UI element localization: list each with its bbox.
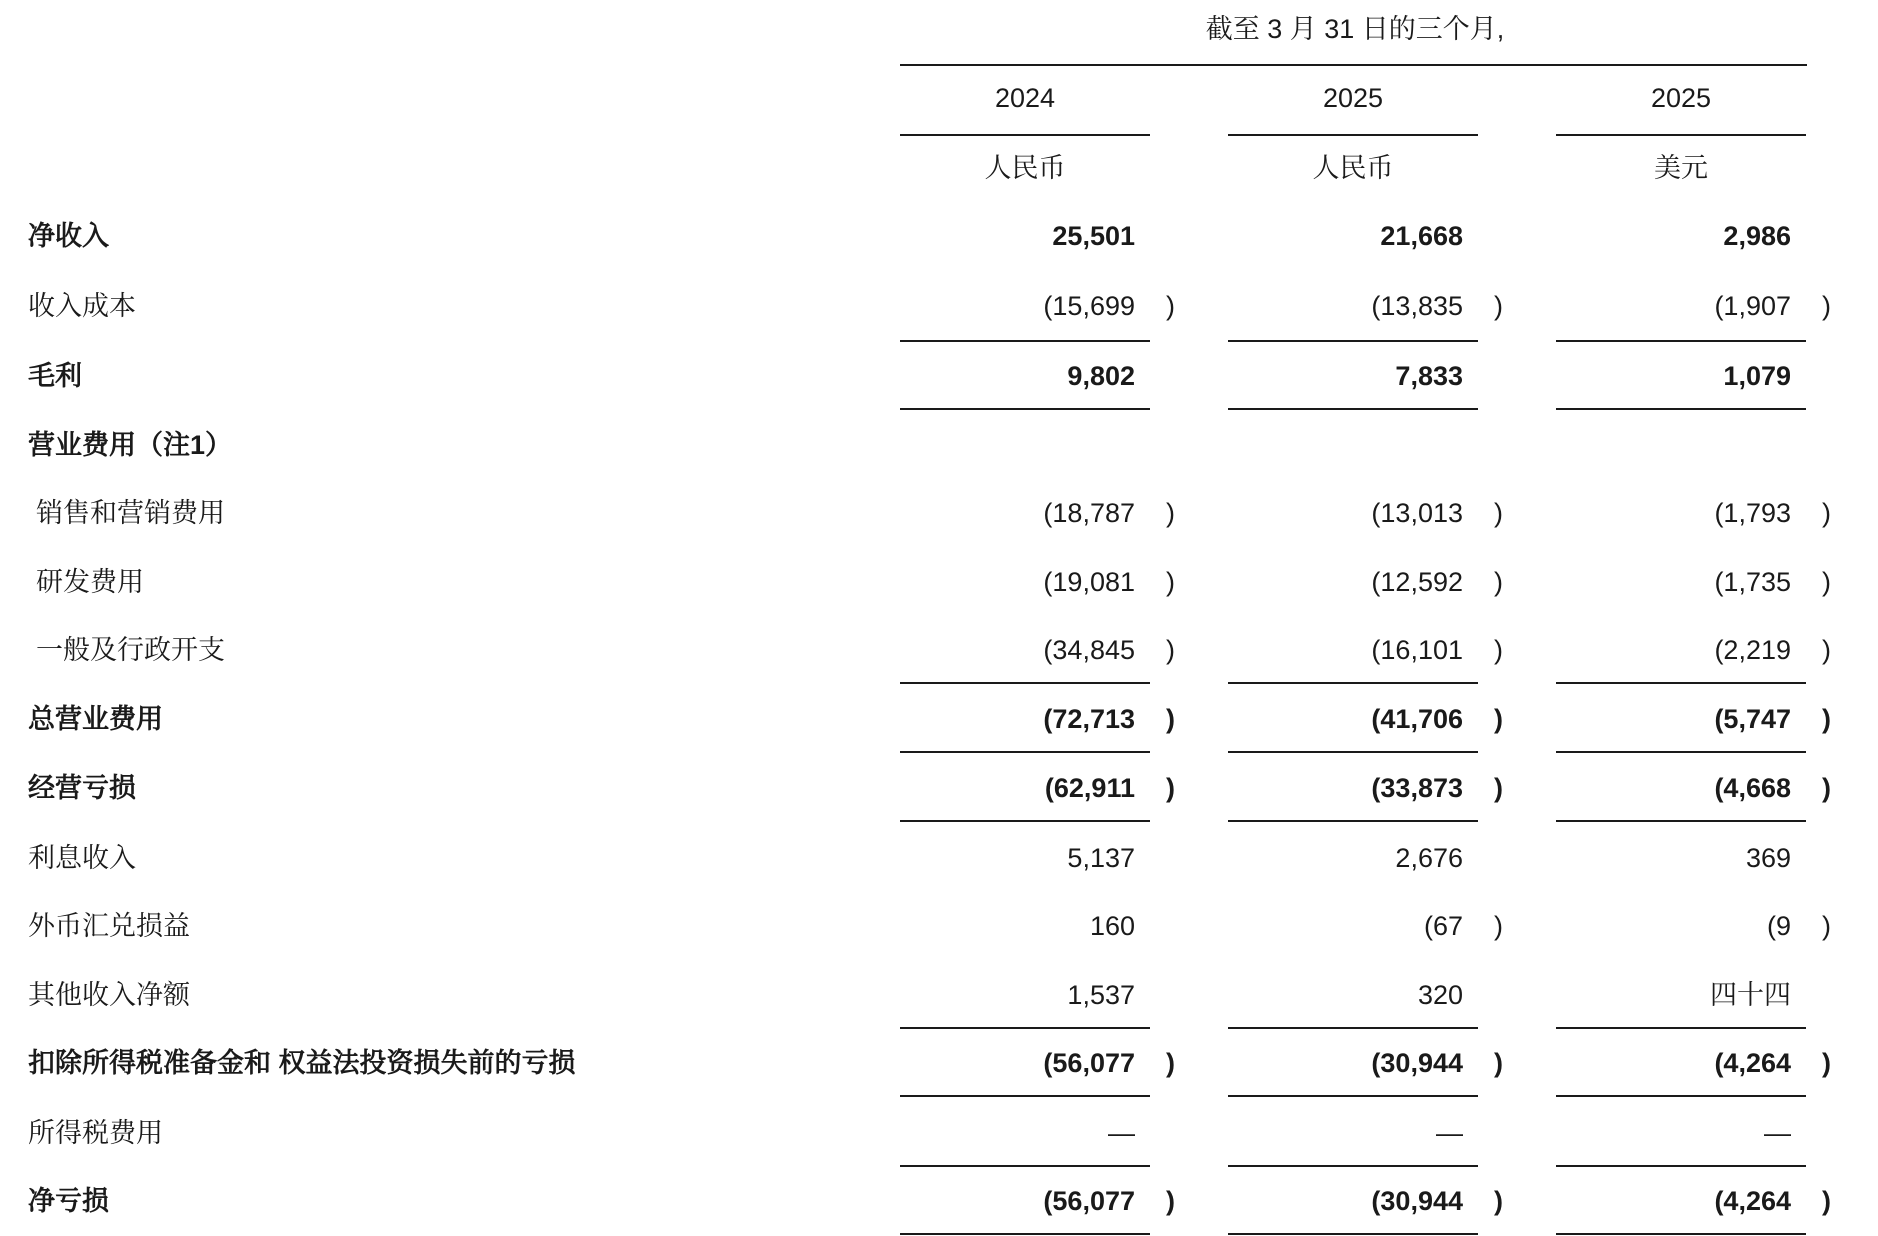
row-rule (1556, 1095, 1806, 1097)
cell-value-col3: (9 (1766, 911, 1791, 941)
cell-value-col1: (34,845 (1043, 635, 1135, 665)
closing-paren-col3: ) (1822, 567, 1831, 597)
row-label: 扣除所得税准备金和 权益法投资损失前的亏损 (28, 1048, 576, 1078)
year-rule-2 (1228, 134, 1478, 136)
cell-value-col3: — (1764, 1118, 1791, 1148)
cell-value-col1: (56,077 (1043, 1048, 1135, 1078)
row-rule (1228, 408, 1478, 410)
row-rule (900, 340, 1150, 342)
closing-paren-col1: ) (1166, 567, 1175, 597)
cell-value-col3: (2,219 (1714, 635, 1791, 665)
row-rule (1556, 682, 1806, 684)
cell-value-col1: (15,699 (1043, 291, 1135, 321)
table-row (0, 630, 1878, 670)
row-rule (1228, 1027, 1478, 1029)
cell-value-col2: 21,668 (1380, 221, 1463, 251)
table-row (0, 562, 1878, 602)
cell-value-col2: 320 (1417, 980, 1463, 1010)
row-label: 研发费用 (36, 567, 144, 597)
cell-value-col2: (67 (1423, 911, 1463, 941)
closing-paren-col2: ) (1494, 704, 1503, 734)
closing-paren-col1: ) (1166, 291, 1175, 321)
closing-paren-col1: ) (1166, 635, 1175, 665)
table-row (0, 699, 1878, 739)
row-rule (900, 408, 1150, 410)
table-row (0, 1181, 1878, 1221)
table-row (0, 1043, 1878, 1083)
table-row (0, 768, 1878, 808)
row-rule (1228, 1095, 1478, 1097)
table-row (0, 356, 1878, 396)
cell-value-col3: 2,986 (1723, 221, 1791, 251)
table-row (0, 975, 1878, 1015)
table-row (0, 216, 1878, 256)
currency-header-3: 美元 (1654, 153, 1708, 183)
cell-value-col2: 7,833 (1395, 361, 1463, 391)
row-rule (1556, 408, 1806, 410)
closing-paren-col3: ) (1822, 635, 1831, 665)
row-rule (1556, 340, 1806, 342)
cell-value-col1: 1,537 (1067, 980, 1135, 1010)
table-row (0, 286, 1878, 326)
cell-value-col1: (72,713 (1043, 704, 1135, 734)
cell-value-col3: (4,668 (1714, 773, 1791, 803)
row-rule (900, 682, 1150, 684)
row-label: 利息收入 (28, 843, 136, 873)
row-rule (1556, 751, 1806, 753)
year-rule-3 (1556, 134, 1806, 136)
currency-header-2: 人民币 (1312, 153, 1394, 183)
cell-value-col1: (62,911 (1044, 773, 1135, 803)
cell-value-col3: (1,793 (1714, 498, 1791, 528)
closing-paren-col3: ) (1822, 911, 1831, 941)
cell-value-col3: 1,079 (1723, 361, 1791, 391)
cell-value-col1: 25,501 (1052, 221, 1135, 251)
cell-value-col2: (30,944 (1371, 1048, 1463, 1078)
row-label: 毛利 (28, 361, 82, 391)
closing-paren-col1: ) (1166, 1186, 1175, 1216)
row-rule (1556, 1233, 1806, 1235)
closing-paren-col3: ) (1822, 498, 1831, 528)
row-rule (1556, 820, 1806, 822)
cell-value-col3: (4,264 (1714, 1186, 1791, 1216)
closing-paren-col2: ) (1494, 567, 1503, 597)
table-row (0, 838, 1878, 878)
row-label: 经营亏损 (28, 773, 136, 803)
year-header-3: 2025 (1650, 83, 1712, 113)
year-rule-1 (900, 134, 1150, 136)
closing-paren-col3: ) (1822, 1048, 1831, 1078)
closing-paren-col2: ) (1494, 1186, 1503, 1216)
table-row (0, 906, 1878, 946)
cell-value-col3: (4,264 (1714, 1048, 1791, 1078)
row-rule (900, 1095, 1150, 1097)
closing-paren-col2: ) (1494, 635, 1503, 665)
closing-paren-col2: ) (1494, 1048, 1503, 1078)
cell-value-col3: 369 (1745, 843, 1791, 873)
cell-value-col2: (30,944 (1371, 1186, 1463, 1216)
row-label: 一般及行政开支 (36, 635, 225, 665)
row-label: 销售和营销费用 (36, 498, 225, 528)
row-rule (1228, 1233, 1478, 1235)
row-label: 净收入 (28, 221, 109, 251)
closing-paren-col2: ) (1494, 291, 1503, 321)
cell-value-col3: (1,907 (1714, 291, 1791, 321)
row-label: 收入成本 (28, 291, 136, 321)
row-label: 营业费用（注1） (28, 430, 233, 460)
table-row (0, 493, 1878, 533)
closing-paren-col2: ) (1494, 498, 1503, 528)
cell-value-col1: (56,077 (1043, 1186, 1135, 1216)
row-rule (1556, 1165, 1806, 1167)
cell-value-col1: 160 (1089, 911, 1135, 941)
row-rule (1228, 1165, 1478, 1167)
closing-paren-col2: ) (1494, 911, 1503, 941)
cell-value-col2: (13,835 (1371, 291, 1463, 321)
row-rule (900, 820, 1150, 822)
cell-value-col3: (5,747 (1714, 704, 1791, 734)
row-label: 净亏损 (28, 1186, 109, 1216)
cell-value-col1: 5,137 (1067, 843, 1135, 873)
row-rule (1228, 751, 1478, 753)
cell-value-col2: — (1436, 1118, 1463, 1148)
currency-header-1: 人民币 (984, 153, 1066, 183)
cell-value-col3: 四十四 (1710, 980, 1791, 1010)
cell-value-col2: (33,873 (1371, 773, 1463, 803)
closing-paren-col3: ) (1822, 773, 1831, 803)
cell-value-col2: 2,676 (1395, 843, 1463, 873)
row-rule (900, 1233, 1150, 1235)
cell-value-col2: (13,013 (1371, 498, 1463, 528)
cell-value-col1: (18,787 (1043, 498, 1135, 528)
closing-paren-col2: ) (1494, 773, 1503, 803)
table-row (0, 425, 1878, 465)
cell-value-col3: (1,735 (1714, 567, 1791, 597)
row-label: 外币汇兑损益 (28, 911, 190, 941)
row-rule (1556, 1027, 1806, 1029)
year-header-1: 2024 (994, 83, 1056, 113)
table-row (0, 1113, 1878, 1153)
closing-paren-col1: ) (1166, 773, 1175, 803)
row-label: 总营业费用 (28, 704, 163, 734)
closing-paren-col1: ) (1166, 704, 1175, 734)
closing-paren-col3: ) (1822, 1186, 1831, 1216)
row-rule (1228, 340, 1478, 342)
closing-paren-col3: ) (1822, 291, 1831, 321)
cell-value-col2: (16,101 (1371, 635, 1463, 665)
row-label: 其他收入净额 (28, 980, 190, 1010)
row-rule (900, 1027, 1150, 1029)
cell-value-col2: (12,592 (1371, 567, 1463, 597)
cell-value-col2: (41,706 (1371, 704, 1463, 734)
cell-value-col1: (19,081 (1043, 567, 1135, 597)
cell-value-col1: 9,802 (1067, 361, 1135, 391)
period-heading: 截至 3 月 31 日的三个月, (1205, 14, 1505, 44)
period-rule (900, 64, 1807, 66)
year-header-2: 2025 (1322, 83, 1384, 113)
cell-value-col1: — (1108, 1118, 1135, 1148)
closing-paren-col1: ) (1166, 498, 1175, 528)
row-rule (1228, 682, 1478, 684)
closing-paren-col3: ) (1822, 704, 1831, 734)
closing-paren-col1: ) (1166, 1048, 1175, 1078)
row-label: 所得税费用 (28, 1118, 163, 1148)
row-rule (900, 751, 1150, 753)
row-rule (900, 1165, 1150, 1167)
row-rule (1228, 820, 1478, 822)
